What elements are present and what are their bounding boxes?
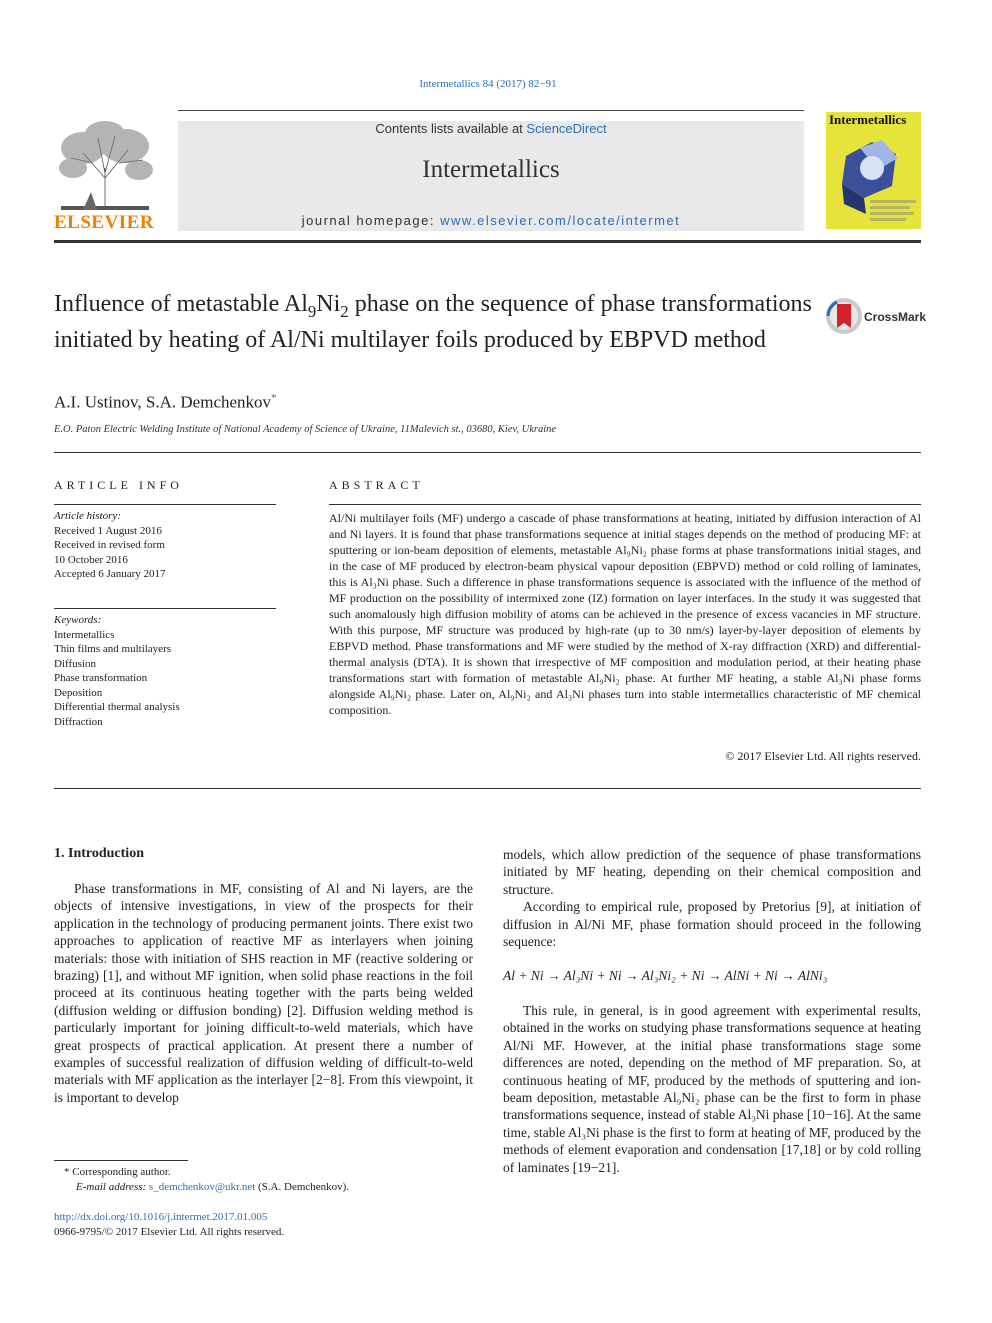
keywords [54, 613, 276, 729]
paragraph: Phase transformations in MF, consisting of Al and Ni layers, are the objects of intensive investigations, in view of the prospects for their application in the technology of producing permanent joints. There exist two approaches to application of reactive MF as interlayers when joining materials: those with initiation of SHS reaction in MF (reactive soldering or brazing) [1], and without MF ignition, when solid phase reactions in the foil proceed at its continuous heating together with the parts being welded (diffusion welding or diffusion bonding) [2]. Diffusion welding method is particularly important for joining difficult-to-weld materials, which have great prospects of practical application. At present there a number of examples of successful realization of diffusion welding of difficult-to-weld materials with MF application as the interlayer [2−8]. From this viewpoint, it is important to develop [54, 881, 473, 1105]
article-info-heading: ARTICLE INFO [54, 478, 183, 492]
homepage-prefix: journal homepage: [301, 213, 441, 228]
doi-link[interactable] [54, 1211, 267, 1223]
divider [54, 608, 276, 609]
article-history [54, 509, 276, 582]
history-item: Accepted 6 January 2017 [54, 568, 166, 580]
title-part: Influence of metastable Al [54, 291, 308, 317]
cover-title: Intermetallics [829, 112, 907, 127]
keywords-label: Keywords: [54, 614, 102, 626]
authors [54, 392, 277, 413]
title-part: Ni [316, 291, 341, 317]
title-part: phase on the sequence of phase transformations initiated by heating of Al/Ni multilayer foils produced by EBPVD method [54, 291, 812, 353]
section-heading-introduction: 1. Introduction [54, 846, 144, 861]
header-rule [178, 110, 804, 111]
history-item: 10 October 2016 [54, 553, 128, 566]
keyword: Thin films and multilayers [54, 643, 172, 655]
keyword: Phase transformation [54, 672, 148, 684]
title-sub: 2 [340, 301, 349, 321]
divider [54, 504, 276, 505]
intro-left-column [54, 880, 473, 1106]
divider [54, 788, 921, 789]
journal-name: Intermetallics [422, 156, 560, 183]
crossmark-label: CrossMark [864, 310, 927, 324]
keyword: Differential thermal analysis [54, 701, 180, 713]
article-title [54, 290, 814, 355]
homepage-link[interactable]: www.elsevier.com/locate/intermet [440, 213, 681, 228]
email-suffix: (S.A. Demchenkov). [255, 1181, 350, 1193]
crossmark-icon [824, 296, 864, 336]
history-label: Article history: [54, 510, 121, 522]
corresponding-author-mark[interactable]: * [271, 392, 277, 404]
intro-right-column-continued [503, 1002, 921, 1176]
sciencedirect-link[interactable]: ScienceDirect [526, 121, 607, 136]
history-item: Received 1 August 2016 [54, 524, 162, 537]
paragraph: According to empirical rule, proposed by Pretorius [9], at initiation of diffusion in Al/Ni MF, phase formation should proceed in the following sequence: [503, 899, 921, 950]
intro-right-column [503, 846, 921, 950]
keyword: Intermetallics [54, 628, 115, 641]
keyword: Diffraction [54, 715, 103, 728]
doi-text[interactable]: http://dx.doi.org/10.1016/j.intermet.2017.01.005 [54, 1211, 268, 1223]
email-link[interactable]: s_demchenkov@ukr.net [148, 1181, 256, 1193]
paragraph: models, which allow prediction of the sequence of phase transformations initiated by MF heating, depending on their chemical composition and structure. [503, 847, 921, 897]
abstract-heading: ABSTRACT [329, 478, 424, 492]
author-names: A.I. Ustinov, S.A. Demchenkov [54, 392, 272, 412]
keyword: Diffusion [54, 657, 96, 670]
affiliation: E.O. Paton Electric Welding Institute of National Academy of Science of Ukraine, 11Malevich st., 03680, Kiev, Ukraine [54, 424, 557, 435]
elsevier-wordmark: ELSEVIER [54, 212, 155, 233]
abstract-copyright: © 2017 Elsevier Ltd. All rights reserved. [725, 749, 921, 763]
homepage-line [178, 213, 804, 228]
reaction-equation: Al + Ni → Al₃Ni + Ni → Al₃Ni₂ + Ni → AlNi + Ni → AlNi₃ [503, 968, 828, 983]
keyword: Deposition [54, 686, 103, 699]
history-item: Received in revised form [54, 539, 165, 551]
journal-citation[interactable]: Intermetallics 84 (2017) 82−91 [419, 78, 557, 90]
contents-prefix: Contents lists available at [375, 121, 527, 136]
paragraph: This rule, in general, is in good agreement with experimental results, obtained in the works on studying phase transformations sequence at heating Al/Ni MF. However, at the initial phase transformations stage some differences are noted, depending on the method of MF preparation. So, at continuous heating of MF, produced by the methods of sputtering and ion-beam deposition, metastable Al₉Ni₂ phase can be the first to form in phase transformations sequence, instead of stable Al₃Ni phase [10−16]. At the same time, stable Al₃Ni phase is the first to form at heating of MF, produced by the methods of element evaporation and condensation [17,18] or by cold rolling of laminates [19−21]. [503, 1003, 921, 1175]
title-sub: 9 [307, 301, 317, 321]
footnote-rule [54, 1160, 188, 1161]
divider [329, 504, 921, 505]
contents-line [178, 121, 804, 136]
email-label: E-mail address: [76, 1181, 149, 1193]
cover-art-icon [826, 128, 921, 229]
issn-line: 0966-9795/© 2017 Elsevier Ltd. All rights reserved. [54, 1226, 285, 1238]
corresponding-note: * Corresponding author. [64, 1166, 171, 1178]
email-line [76, 1181, 349, 1193]
header-thick-rule [54, 240, 921, 243]
divider [54, 452, 921, 453]
journal-cover[interactable] [826, 112, 921, 229]
abstract-text: Al/Ni multilayer foils (MF) undergo a cascade of phase transformations at heating, initiated by diffusion interaction of Al and Ni layers. It is found that phase transformations sequence at initial stages depends on the method of producing MF: at sputtering or ion-beam deposition of elements, metastable Al₉Ni₂ phase forms at phase transformations initial stages, and in the case of MF produced by electron-beam physical vapour deposition (EBPVD) method or cold rolling of laminates, this is Al₃Ni phase. Such a difference in phase transformations sequence is associated with the influence of the method of MF production on the possibility of intermixed zone (IZ) formation on layer interfaces. In the study it was suggested that such anomalously high diffusion mobility of atoms can be achieved in the presence of excess vacancies in MF structure. With this purpose, MF structure was produced by high-rate (up to 30 nm/s) layer-by-layer deposition of elements by EBPVD method. Phase transformations and MF were studied by the method of X-ray diffraction (XRD) and differential-thermal analysis (DTA). It is shown that irrespective of MF composition and modulation period, at their heating phase transformations start with formation of metastable Al₉Ni₂ phase. At further MF heating, a stable Al₃Ni phase forms alongside Al₉Ni₂ phase. Later on, Al₉Ni₂ and Al₃Ni phases turn into stable intermetallics characteristic of MF chemical composition. [329, 511, 921, 717]
